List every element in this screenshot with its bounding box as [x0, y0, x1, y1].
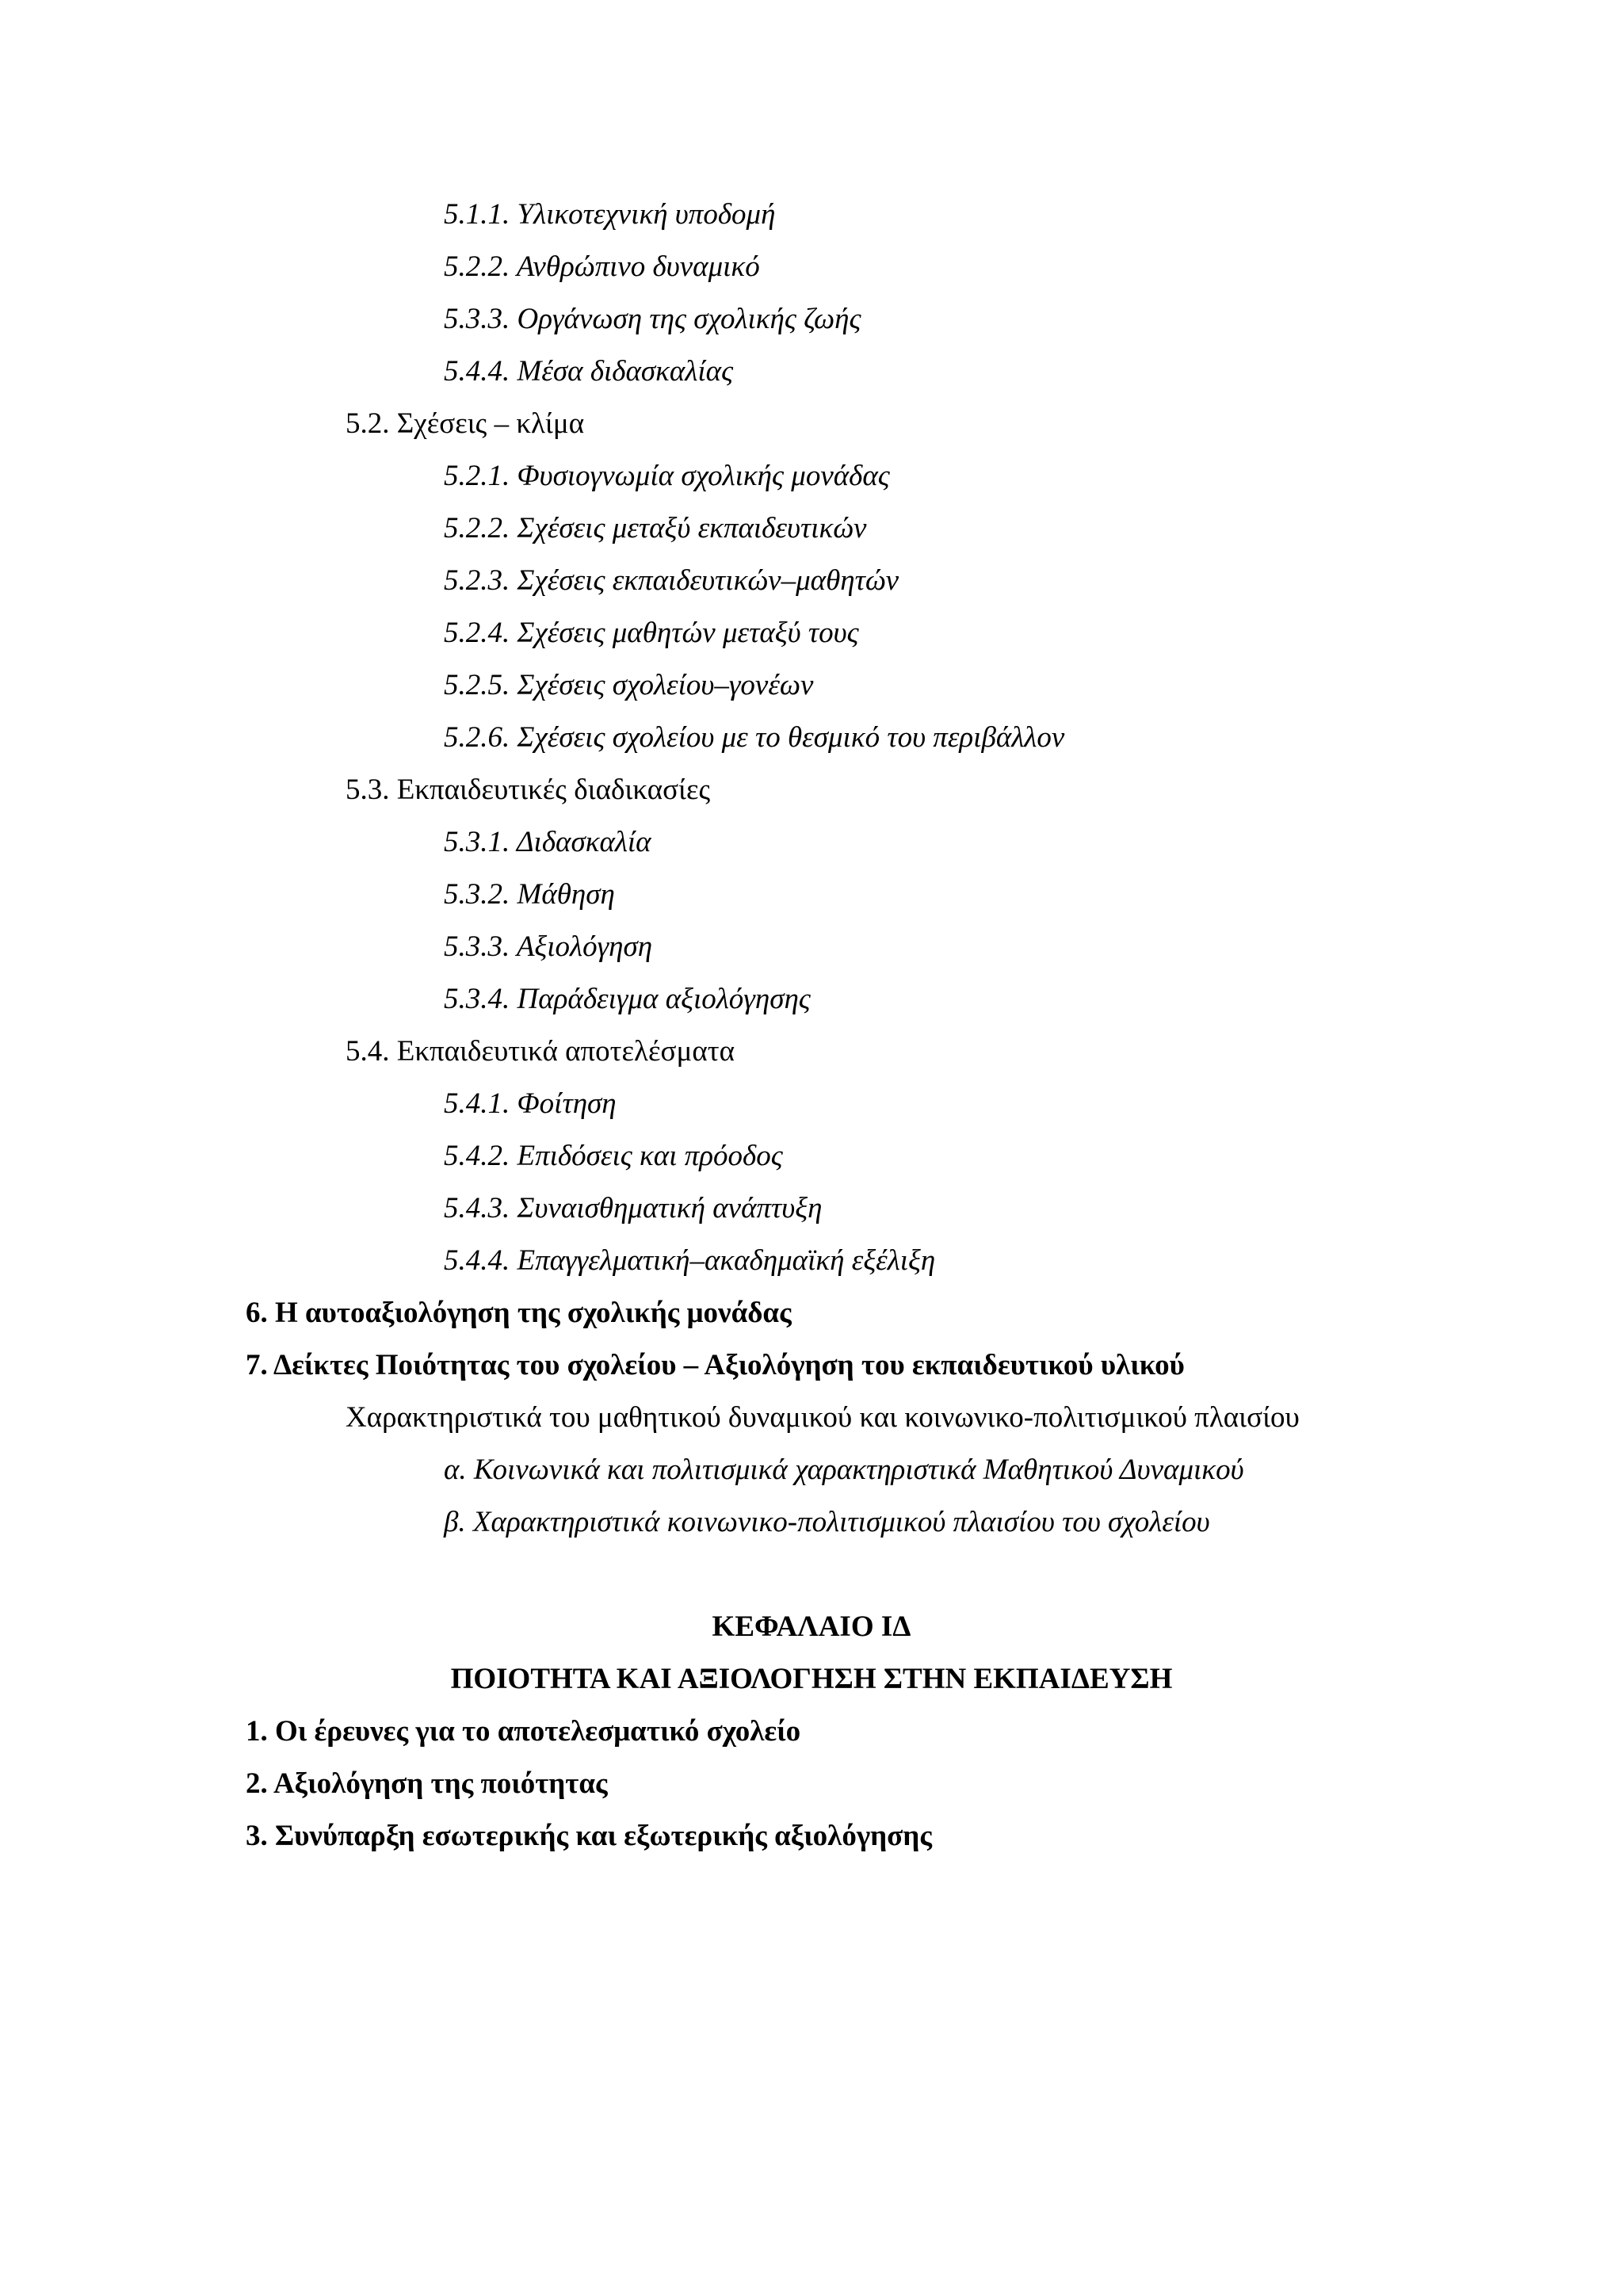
toc-entry-5-3-3: 5.3.3. Αξιολόγηση: [444, 930, 653, 963]
chapter-item-2: 2. Αξιολόγηση της ποιότητας: [246, 1767, 608, 1800]
toc-entry-5-3-2: 5.3.2. Μάθηση: [444, 878, 615, 911]
toc-entry-5-3-4: 5.3.4. Παράδειγμα αξιολόγησης: [444, 983, 811, 1015]
toc-entry-5-2-4: 5.2.4. Σχέσεις μαθητών μεταξύ τους: [444, 617, 859, 649]
toc-entry-5-2-1: 5.2.1. Φυσιογνωμία σχολικής μονάδας: [444, 460, 890, 492]
toc-entry-5-4-2: 5.4.2. Επιδόσεις και πρόοδος: [444, 1140, 783, 1172]
chapter-item-3: 3. Συνύπαρξη εσωτερικής και εξωτερικής αξιολόγησης: [246, 1820, 932, 1852]
toc-entry-alpha: α. Κοινωνικά και πολιτισμικά χαρακτηριστικά Μαθητικού Δυναμικού: [444, 1454, 1244, 1486]
toc-entry-5-2-3: 5.2.3. Σχέσεις εκπαιδευτικών–μαθητών: [444, 564, 899, 597]
toc-section-5-4: 5.4. Εκπαιδευτικά αποτελέσματα: [346, 1035, 735, 1068]
toc-entry-5-3-3: 5.3.3. Οργάνωση της σχολικής ζωής: [444, 303, 861, 335]
toc-subheading-characteristics: Χαρακτηριστικά του μαθητικού δυναμικού και κοινωνικο-πολιτισμικού πλαισίου: [346, 1401, 1300, 1434]
toc-entry-5-2-2b: 5.2.2. Σχέσεις μεταξύ εκπαιδευτικών: [444, 512, 867, 544]
toc-entry-5-3-1: 5.3.1. Διδασκαλία: [444, 826, 651, 858]
toc-chapter-section-7: 7. Δείκτες Ποιότητας του σχολείου – Αξιολόγηση του εκπαιδευτικού υλικού: [246, 1349, 1185, 1381]
toc-section-5-3: 5.3. Εκπαιδευτικές διαδικασίες: [346, 774, 711, 806]
toc-entry-5-2-6: 5.2.6. Σχέσεις σχολείου με το θεσμικό του περιβάλλον: [444, 721, 1065, 754]
chapter-title: ΠΟΙΟΤΗΤΑ ΚΑΙ ΑΞΙΟΛΟΓΗΣΗ ΣΤΗΝ ΕΚΠΑΙΔΕΥΣΗ: [450, 1663, 1173, 1695]
toc-entry-5-4-4: 5.4.4. Μέσα διδασκαλίας: [444, 355, 734, 388]
toc-entry-5-1-1: 5.1.1. Υλικοτεχνική υποδομή: [444, 198, 776, 231]
chapter-item-1: 1. Οι έρευνες για το αποτελεσματικό σχολείο: [246, 1715, 801, 1748]
toc-entry-5-2-2: 5.2.2. Ανθρώπινο δυναμικό: [444, 250, 760, 283]
toc-entry-5-4-3: 5.4.3. Συναισθηματική ανάπτυξη: [444, 1192, 823, 1224]
toc-entry-5-4-1: 5.4.1. Φοίτηση: [444, 1087, 617, 1120]
toc-entry-5-2-5: 5.2.5. Σχέσεις σχολείου–γονέων: [444, 669, 814, 701]
toc-entry-5-4-4: 5.4.4. Επαγγελματική–ακαδημαϊκή εξέλιξη: [444, 1244, 936, 1277]
chapter-label: ΚΕΦΑΛΑΙΟ ΙΔ: [712, 1610, 911, 1643]
toc-section-5-2: 5.2. Σχέσεις – κλίμα: [346, 407, 585, 440]
toc-chapter-section-6: 6. Η αυτοαξιολόγηση της σχολικής μονάδας: [246, 1297, 792, 1329]
toc-entry-beta: β. Χαρακτηριστικά κοινωνικο-πολιτισμικού πλαισίου του σχολείου: [444, 1506, 1210, 1538]
